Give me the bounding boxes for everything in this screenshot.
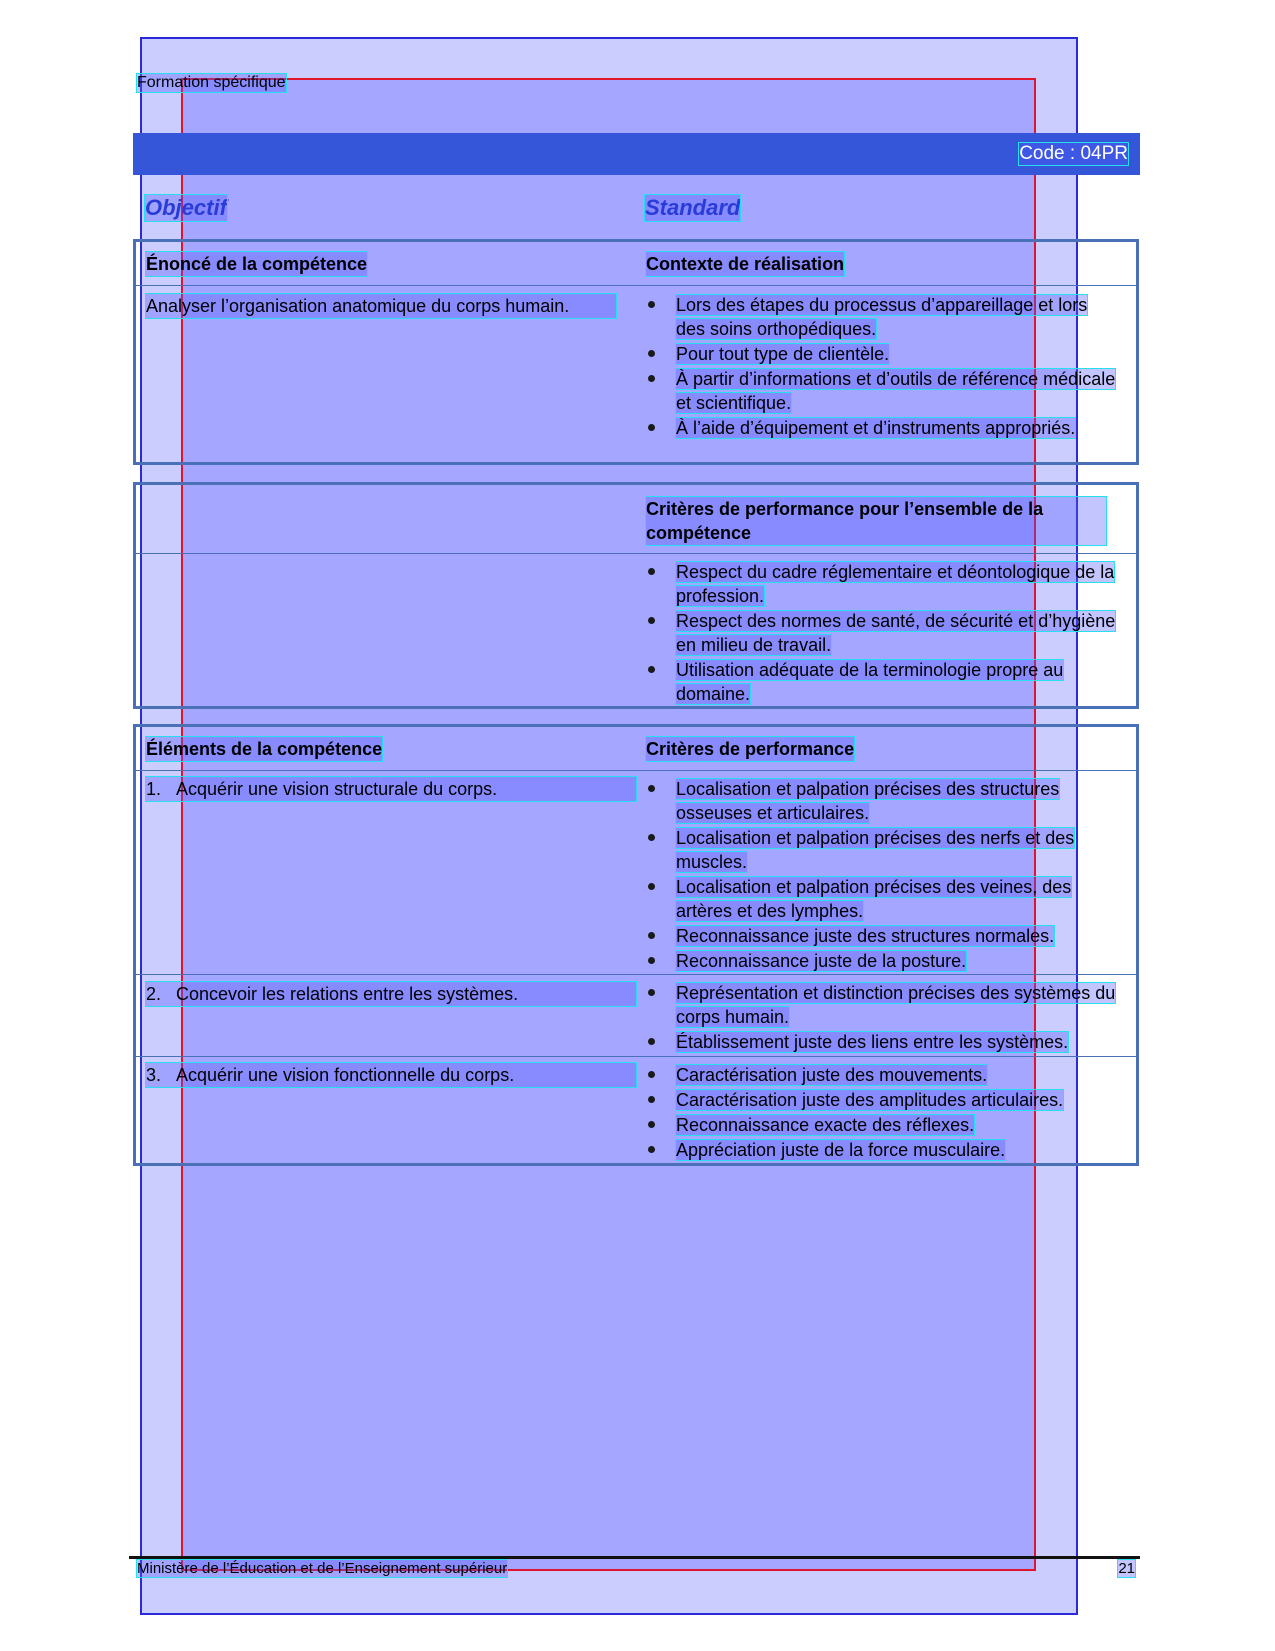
element-item-1: 1. Acquérir une vision structurale du corps.	[146, 777, 636, 801]
context-header: Contexte de réalisation	[646, 254, 845, 274]
performance-criteria-header: Critères de performance	[646, 739, 855, 759]
bullet-icon	[648, 1146, 655, 1153]
statement-header: Énoncé de la compétence	[146, 254, 368, 274]
criteria-item: Reconnaissance juste de la posture.	[646, 949, 1116, 973]
element-item-3: 3. Acquérir une vision fonctionnelle du corps.	[146, 1063, 636, 1087]
criteria-item: Respect du cadre réglementaire et déontologique de la profession.	[646, 560, 1116, 608]
row-divider	[136, 974, 1136, 975]
bullet-icon	[648, 834, 655, 841]
element-1-criteria	[646, 777, 1116, 974]
criteria-item: Respect des normes de santé, de sécurité et d’hygiène en milieu de travail.	[646, 609, 1116, 657]
criteria-item: Établissement juste des liens entre les systèmes.	[646, 1030, 1116, 1054]
bullet-icon	[648, 1038, 655, 1045]
bullet-icon	[648, 785, 655, 792]
row-divider	[136, 285, 1136, 286]
row-divider	[136, 553, 1136, 554]
competency-statement: Analyser l’organisation anatomique du corps humain.	[146, 294, 616, 318]
overall-criteria-header: Critères de performance pour l’ensemble de la compétence	[646, 497, 1106, 545]
context-item: À l’aide d’équipement et d’instruments appropriés.	[646, 416, 1116, 440]
bullet-icon	[648, 1071, 655, 1078]
footer-divider	[129, 1556, 1140, 1559]
bullet-icon	[648, 1096, 655, 1103]
criteria-item: Localisation et palpation précises des veines, des artères et des lymphes.	[646, 875, 1116, 923]
criteria-item: Reconnaissance exacte des réflexes.	[646, 1113, 1116, 1137]
competency-code: Code : 04PR	[1019, 143, 1128, 164]
criteria-item: Utilisation adéquate de la terminologie propre au domaine.	[646, 658, 1116, 706]
element-2-criteria	[646, 981, 1116, 1055]
overall-criteria-table	[133, 482, 1139, 709]
criteria-item: Appréciation juste de la force musculaire.	[646, 1138, 1116, 1162]
code-bar	[133, 133, 1140, 175]
bullet-icon	[648, 375, 655, 382]
context-item: Lors des étapes du processus d’appareillage et lors des soins orthopédiques.	[646, 293, 1116, 341]
bullet-icon	[648, 301, 655, 308]
bullet-icon	[648, 883, 655, 890]
criteria-item: Caractérisation juste des amplitudes articulaires.	[646, 1088, 1116, 1112]
bullet-icon	[648, 1121, 655, 1128]
element-3-criteria	[646, 1063, 1116, 1163]
competency-statement-table	[133, 239, 1139, 465]
criteria-item: Caractérisation juste des mouvements.	[646, 1063, 1116, 1087]
criteria-item: Reconnaissance juste des structures normales.	[646, 924, 1116, 948]
objective-title: Objectif	[145, 195, 227, 220]
criteria-item: Localisation et palpation précises des structures osseuses et articulaires.	[646, 777, 1116, 825]
bullet-icon	[648, 350, 655, 357]
bullet-icon	[648, 617, 655, 624]
elements-header: Éléments de la compétence	[146, 739, 383, 759]
bullet-icon	[648, 568, 655, 575]
bullet-icon	[648, 424, 655, 431]
context-list	[646, 293, 1116, 441]
element-item-2: 2. Concevoir les relations entre les systèmes.	[146, 982, 636, 1006]
bullet-icon	[648, 957, 655, 964]
elements-table	[133, 724, 1139, 1166]
bullet-icon	[648, 666, 655, 673]
footer-ministry: Ministère de l’Éducation et de l’Enseignement supérieur	[137, 1560, 508, 1577]
context-item: À partir d’informations et d’outils de référence médicale et scientifique.	[646, 367, 1116, 415]
overall-criteria-list	[646, 560, 1116, 707]
standard-title: Standard	[645, 195, 741, 220]
criteria-item: Localisation et palpation précises des nerfs et des muscles.	[646, 826, 1116, 874]
context-item: Pour tout type de clientèle.	[646, 342, 1116, 366]
criteria-item: Représentation et distinction précises des systèmes du corps humain.	[646, 981, 1116, 1029]
page-number: 21	[1118, 1560, 1135, 1577]
program-header: Formation spécifique	[137, 74, 286, 91]
bullet-icon	[648, 989, 655, 996]
bullet-icon	[648, 932, 655, 939]
row-divider	[136, 770, 1136, 771]
row-divider	[136, 1056, 1136, 1057]
